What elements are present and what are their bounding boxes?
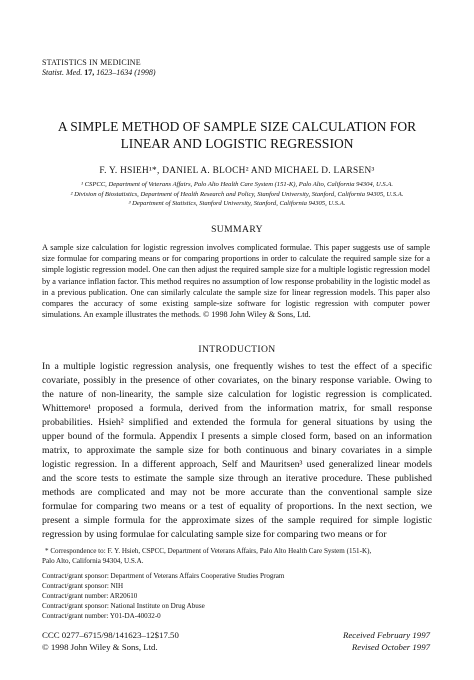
affiliation-3: ³ Department of Statistics, Stanford University, Stanford, California 94305, U.S.A.	[128, 200, 346, 207]
ccc-code: CCC 0277–6715/98/141623–12$17.50	[42, 630, 179, 640]
citation-journal: Statist. Med.	[42, 68, 83, 77]
grant-footnote: Contract/grant sponsor: Department of Veterans Affairs Cooperative Studies Program	[42, 572, 285, 580]
intro-line: In a multiple logistic regression analysis, one frequently wishes to test the effect of a specific	[42, 361, 432, 372]
copyright-line: © 1998 John Wiley & Sons, Ltd.	[42, 642, 158, 652]
revised-date: Revised October 1997	[351, 642, 430, 652]
journal-citation	[42, 68, 156, 77]
correspondence-footnote: * Correspondence to: F. Y. Hsieh, CSPCC, Department of Veterans Affairs, Palo Alto Health Care System (151-K),	[45, 547, 372, 555]
intro-line: upper bound of the formula. Appendix I presents a simple closed form, based on an information	[42, 431, 432, 442]
received-date: Received February 1997	[343, 630, 430, 640]
intro-line: Whittemore¹ proposed a formula, derived from the information matrix, for small response	[42, 403, 432, 414]
grant-footnote: Contract/grant number: Y01-DA-40032-0	[42, 612, 161, 620]
intro-line: matrix, to approximate the sample size for both continuous and binary covariates in a simple	[42, 445, 432, 456]
grant-footnote: Contract/grant sponsor: National Institute on Drug Abuse	[42, 602, 205, 610]
grant-footnote: Contract/grant number: AR20610	[42, 592, 138, 600]
affiliation-1: ¹ CSPCC, Department of Veterans Affairs, Palo Alto Health Care System (151-K), Palo Alto, California 94304, U.S.A.	[81, 181, 393, 188]
intro-line: covariate, possibly in the presence of other covariates, on the binary response variable. Owing to	[42, 375, 432, 386]
citation-pages: 1623–1634 (1998)	[96, 68, 156, 77]
paper-title-line-1: A SIMPLE METHOD OF SAMPLE SIZE CALCULATION FOR	[57, 119, 417, 134]
intro-line: methods are complicated and may not be more accurate than the conventional sample size	[42, 487, 432, 498]
grant-footnote: Contract/grant sponsor: NIH	[42, 582, 124, 590]
correspondence-footnote-cont: Palo Alto, California 94304, U.S.A.	[42, 557, 144, 565]
intro-line: and the score tests to estimate the sample size through an iterative procedure. These published	[42, 473, 432, 484]
intro-line: probabilities. Hsieh² simplified and extended the formula for general situations by using the	[42, 417, 432, 428]
author-list: F. Y. HSIEH¹*, DANIEL A. BLOCH² AND MICHAEL D. LARSEN³	[99, 166, 375, 176]
citation-volume: 17,	[84, 68, 95, 77]
introduction-heading: INTRODUCTION	[198, 344, 276, 355]
paper-title-line-2: LINEAR AND LOGISTIC REGRESSION	[120, 136, 354, 151]
intro-line: logistic regression. In a different approach, Self and Mauritsen³ used generalized linear models	[42, 459, 432, 470]
intro-line: formulae for comparing two means or a test of equality of proportions. In the next section, we	[42, 501, 432, 512]
summary-text: A sample size calculation for logistic regression involves complicated formulae. This paper suggests use of sample size formulae for comparing means or for comparing proportions in order to calculate the required sample size for a simple logistic regression model. One can then adjust the required sample size for a multiple logistic regression model by a variance inflation factor. This method requires no assumption of low response probability in the logistic model as in a previous publication. One can similarly calculate the sample size for linear regression models. This paper also compares the accuracy of some existing sample-size software for logistic regression with computer power simulations. An example illustrates the methods. © 1998 John Wiley & Sons, Ltd.	[42, 243, 430, 320]
intro-line: present a simple formula for the approximate sizes of the sample required for simple logistic	[42, 515, 432, 526]
intro-line: the nature of non-linearity, the sample size calculation for logistic regression is complicated.	[42, 389, 432, 400]
intro-line: regression by using formulae for calculating sample size for comparing two means or for	[42, 529, 387, 540]
affiliation-2: ² Division of Biostatistics, Department of Health Research and Policy, Stanford University, Stanford, California 94305, U.S.A.	[70, 191, 404, 198]
journal-name: STATISTICS IN MEDICINE	[42, 58, 141, 67]
summary-heading: SUMMARY	[211, 224, 263, 235]
